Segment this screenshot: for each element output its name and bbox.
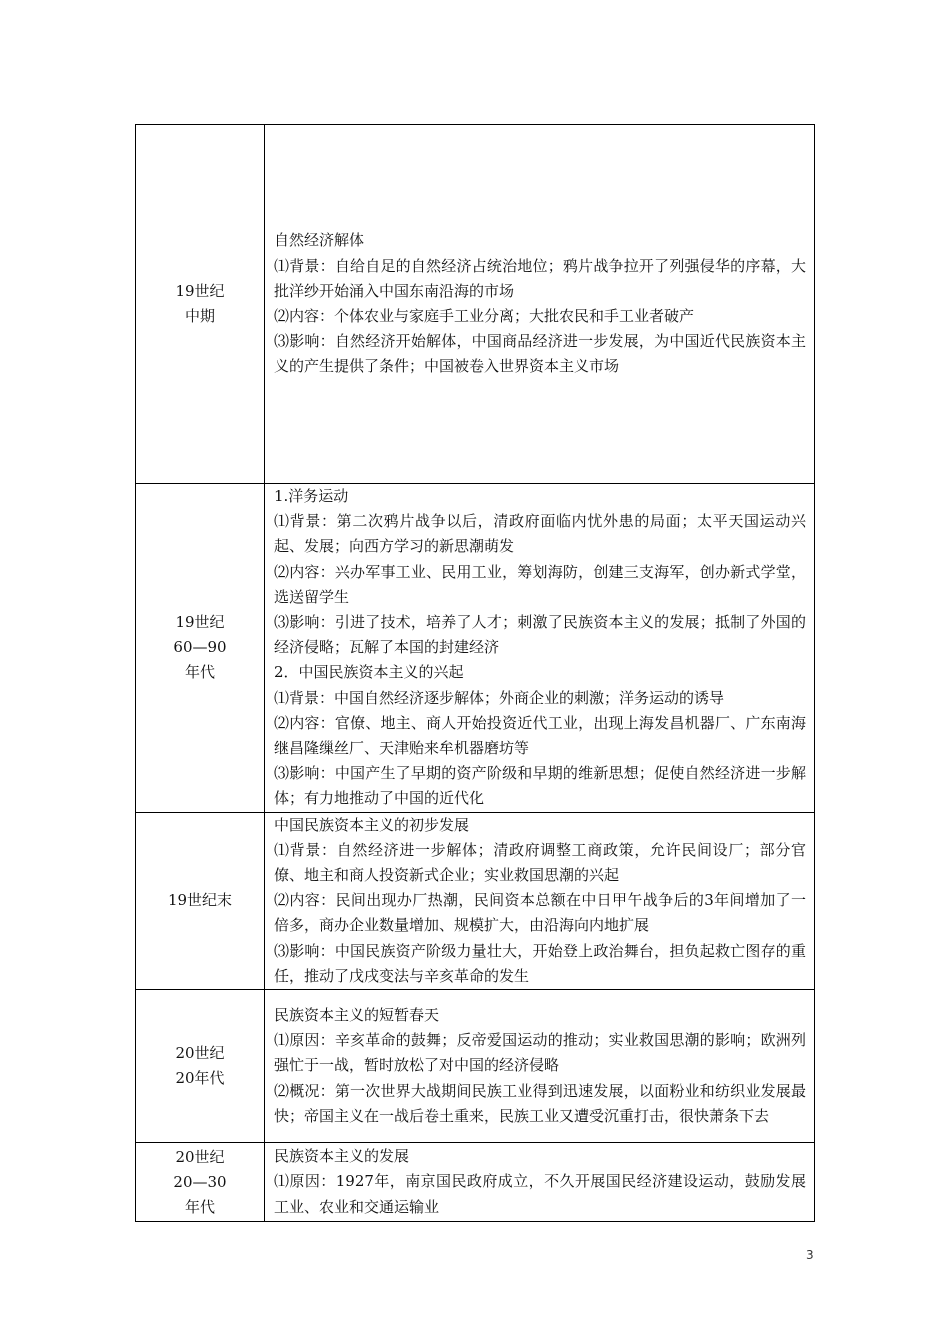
content-cell bbox=[265, 990, 815, 1143]
history-table bbox=[135, 124, 815, 1222]
content-line: ⑵内容：个体农业与家庭手工业分离；大批农民和手工业者破产 bbox=[274, 307, 695, 325]
content-line: ⑶影响：自然经济开始解体，中国商品经济进一步发展，为中国近代民族资本主义的产生提供了条件；中国被卷入世界资本主义市场 bbox=[274, 332, 806, 376]
period-line: 年代 bbox=[184, 1197, 215, 1216]
content-heading: 2．中国民族资本主义的兴起 bbox=[274, 663, 464, 682]
content-line: ⑴背景：自给自足的自然经济占统治地位；鸦片战争拉开了列强侵华的序幕，大批洋纱开始涌入中国东南沿海的市场 bbox=[274, 256, 806, 300]
period-cell bbox=[136, 484, 265, 813]
content-line: ⑴背景：中国自然经济逐步解体；外商企业的刺激；洋务运动的诱导 bbox=[274, 688, 725, 707]
content-cell bbox=[265, 1143, 815, 1222]
page-number: 3 bbox=[806, 1248, 814, 1262]
period-line: 中期 bbox=[184, 307, 215, 325]
content-line: ⑴背景：第二次鸦片战争以后，清政府面临内忧外患的局面；太平天国运动兴起、发展；向西方学习的新思潮萌发 bbox=[274, 512, 806, 556]
period-line: 20年代 bbox=[175, 1069, 225, 1088]
content-line: ⑴背景：自然经济进一步解体；清政府调整工商政策，允许民间设厂；部分官僚、地主和商人投资新式企业；实业救国思潮的兴起 bbox=[274, 840, 806, 885]
content-cell bbox=[265, 125, 815, 484]
period-line: 19世纪 bbox=[175, 282, 225, 300]
period-line: 20世纪 bbox=[175, 1147, 225, 1166]
content-line: ⑶影响：中国民族资产阶级力量壮大，开始登上政治舞台，担负起救亡图存的重任，推动了戊戌变法与辛亥革命的发生 bbox=[274, 941, 806, 985]
content-line: ⑶影响：引进了技术，培养了人才；刺激了民族资本主义的发展；抵制了外国的经济侵略；瓦解了本国的封建经济 bbox=[274, 613, 806, 657]
content-line: ⑶影响：中国产生了早期的资产阶级和早期的维新思想；促使自然经济进一步解体；有力地推动了中国的近代化 bbox=[274, 764, 806, 808]
content-line: ⑵概况：第一次世界大战期间民族工业得到迅速发展，以面粉业和纺织业发展最快；帝国主义在一战后卷土重来，民族工业又遭受沉重打击，很快萧条下去 bbox=[274, 1081, 806, 1125]
content-line: ⑴原因：辛亥革命的鼓舞；反帝爱国运动的推动；实业救国思潮的影响；欧洲列强忙于一战，暂时放松了对中国的经济侵略 bbox=[274, 1031, 806, 1075]
content-line: ⑵内容：兴办军事工业、民用工业，筹划海防，创建三支海军，创办新式学堂，选送留学生 bbox=[274, 562, 806, 606]
period-cell bbox=[136, 125, 265, 484]
content-heading: 自然经济解体 bbox=[274, 231, 365, 250]
content-heading: 民族资本主义的发展 bbox=[274, 1147, 410, 1166]
content-heading: 中国民族资本主义的初步发展 bbox=[274, 815, 470, 834]
period-line: 19世纪末 bbox=[167, 891, 233, 910]
period-cell bbox=[136, 812, 265, 989]
period-line: 20—30 bbox=[173, 1172, 227, 1191]
table-row bbox=[136, 1143, 815, 1222]
period-line: 60—90 bbox=[173, 638, 227, 657]
table-row bbox=[136, 990, 815, 1143]
content-cell bbox=[265, 812, 815, 989]
content-cell bbox=[265, 484, 815, 813]
content-line: ⑵内容：官僚、地主、商人开始投资近代工业，出现上海发昌机器厂、广东南海继昌隆缫丝厂、天津贻来牟机器磨坊等 bbox=[274, 713, 806, 758]
content-line: ⑴原因：1927年，南京国民政府成立，不久开展国民经济建设运动，鼓励发展工业、农业和交通运输业 bbox=[274, 1172, 806, 1216]
table-row bbox=[136, 125, 815, 484]
content-line: ⑵内容：民间出现办厂热潮，民间资本总额在中日甲午战争后的3年间增加了一倍多，商办企业数量增加、规模扩大，由沿海向内地扩展 bbox=[274, 891, 806, 935]
table-row bbox=[136, 812, 815, 989]
period-line: 19世纪 bbox=[175, 613, 225, 632]
content-heading: 民族资本主义的短暂春天 bbox=[274, 1006, 440, 1025]
period-cell bbox=[136, 990, 265, 1143]
period-line: 20世纪 bbox=[175, 1044, 225, 1063]
period-line: 年代 bbox=[184, 663, 215, 682]
table-row bbox=[136, 484, 815, 813]
period-cell bbox=[136, 1143, 265, 1222]
content-heading: 1.洋务运动 bbox=[274, 487, 349, 505]
